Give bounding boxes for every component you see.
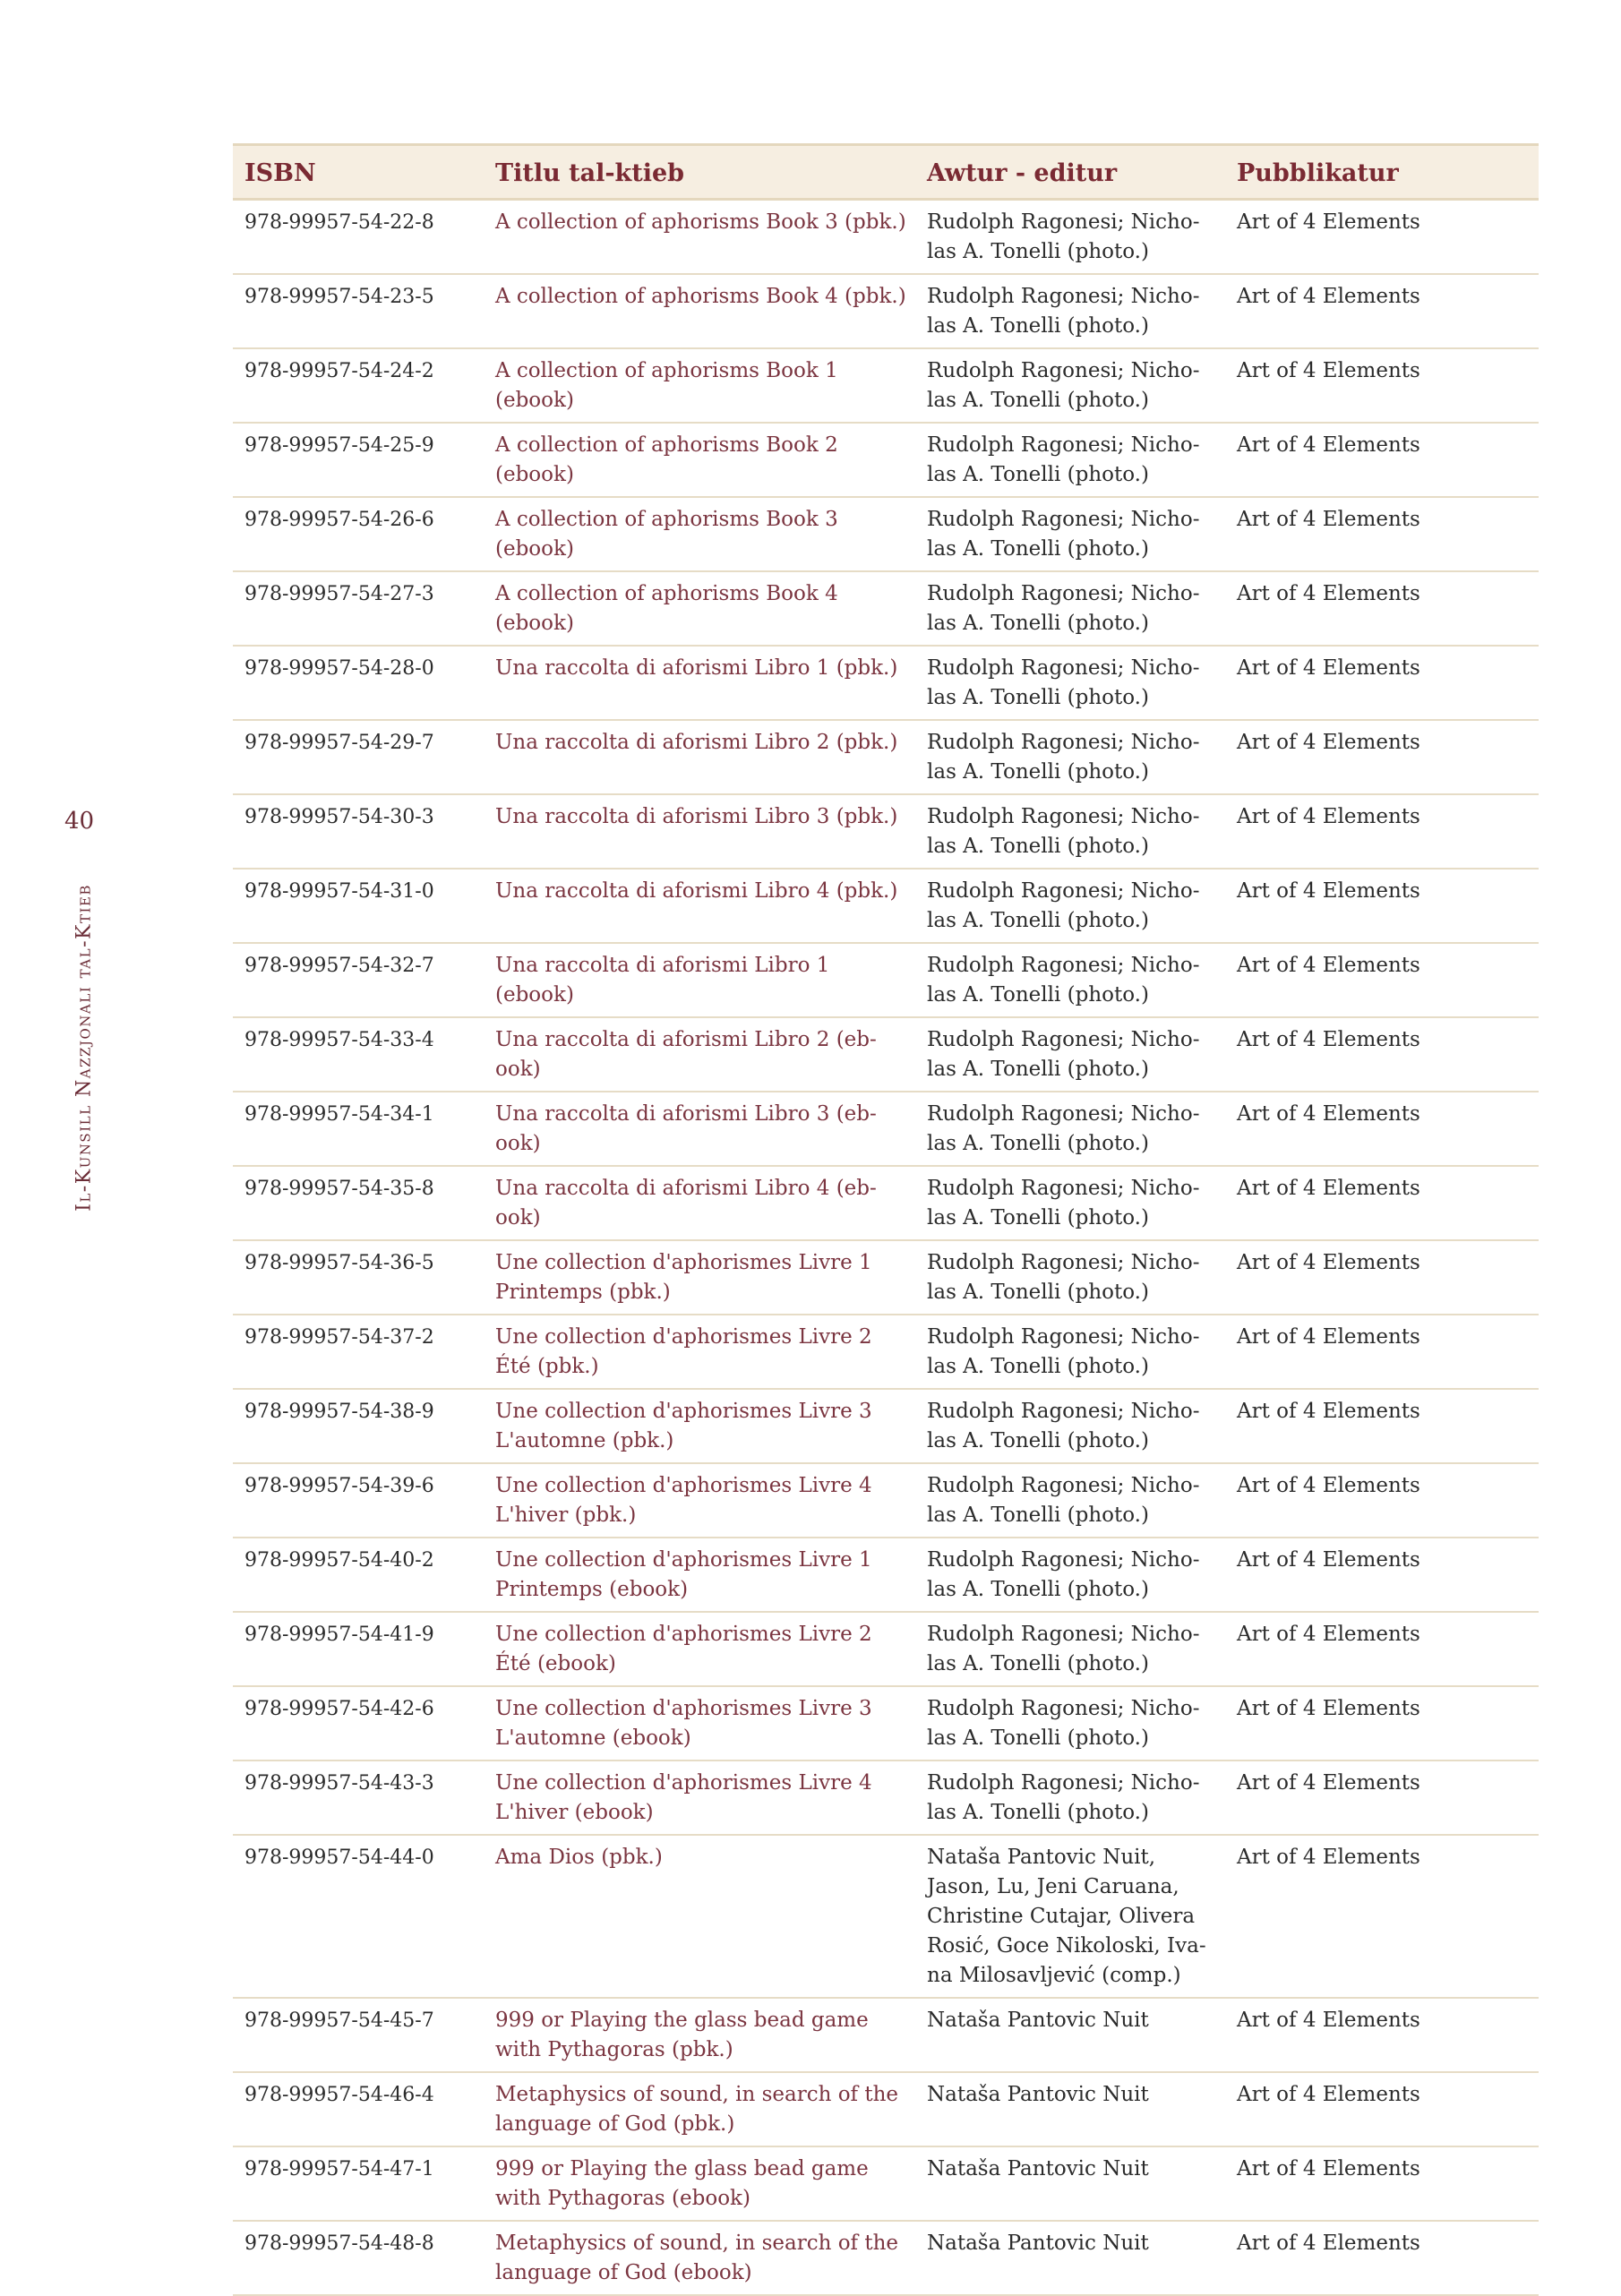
- running-head: Il-Kunsill Nazzjonali tal-Ktieb: [73, 884, 96, 1212]
- author-cell: Rudolph Ragonesi; Nicho-las A. Tonelli (photo.): [915, 1017, 1225, 1092]
- publisher-cell: Art of 4 Elements: [1225, 1998, 1539, 2072]
- publisher-cell: Art of 4 Elements: [1225, 497, 1539, 571]
- page-number: 40: [64, 808, 95, 835]
- title-cell: Une collection d'aphorismes Livre 3 L'automne (ebook): [484, 1686, 915, 1761]
- isbn-cell: 978-99957-54-44-0: [233, 1835, 484, 1998]
- table-row: [233, 571, 1539, 646]
- isbn-cell: 978-99957-54-37-2: [233, 1315, 484, 1389]
- table-row: [233, 1240, 1539, 1315]
- title-cell: Una raccolta di aforismi Libro 1 (ebook): [484, 943, 915, 1017]
- author-cell: Rudolph Ragonesi; Nicho-las A. Tonelli (photo.): [915, 1166, 1225, 1240]
- author-cell: Nataša Pantovic Nuit: [915, 1998, 1225, 2072]
- publisher-cell: Art of 4 Elements: [1225, 1761, 1539, 1835]
- author-cell: Rudolph Ragonesi; Nicho-las A. Tonelli (photo.): [915, 497, 1225, 571]
- author-cell: Nataša Pantovic Nuit: [915, 2221, 1225, 2295]
- table-row: [233, 943, 1539, 1017]
- publisher-cell: Art of 4 Elements: [1225, 1686, 1539, 1761]
- title-cell: A collection of aphorisms Book 4 (ebook): [484, 571, 915, 646]
- author-cell: Rudolph Ragonesi; Nicho-las A. Tonelli (photo.): [915, 943, 1225, 1017]
- table-row: [233, 1166, 1539, 1240]
- column-header-author: Awtur - editur: [915, 145, 1225, 200]
- author-cell: Rudolph Ragonesi; Nicho-las A. Tonelli (photo.): [915, 1463, 1225, 1538]
- table-row: [233, 2146, 1539, 2221]
- publisher-cell: Art of 4 Elements: [1225, 1240, 1539, 1315]
- table-row: [233, 200, 1539, 275]
- table-row: [233, 1389, 1539, 1463]
- author-cell: Rudolph Ragonesi; Nicho-las A. Tonelli (photo.): [915, 1538, 1225, 1612]
- table-row: [233, 1761, 1539, 1835]
- author-cell: Rudolph Ragonesi; Nicho-las A. Tonelli (photo.): [915, 869, 1225, 943]
- author-cell: Rudolph Ragonesi; Nicho-las A. Tonelli (photo.): [915, 1389, 1225, 1463]
- table-row: [233, 274, 1539, 348]
- author-cell: Rudolph Ragonesi; Nicho-las A. Tonelli (photo.): [915, 1092, 1225, 1166]
- isbn-cell: 978-99957-54-29-7: [233, 720, 484, 794]
- author-cell: Rudolph Ragonesi; Nicho-las A. Tonelli (photo.): [915, 423, 1225, 497]
- isbn-cell: 978-99957-54-31-0: [233, 869, 484, 943]
- title-cell: Una raccolta di aforismi Libro 3 (eb-ook): [484, 1092, 915, 1166]
- isbn-cell: 978-99957-54-41-9: [233, 1612, 484, 1686]
- isbn-cell: 978-99957-54-38-9: [233, 1389, 484, 1463]
- title-cell: A collection of aphorisms Book 2 (ebook): [484, 423, 915, 497]
- column-header-publisher: Pubblikatur: [1225, 145, 1539, 200]
- title-cell: Una raccolta di aforismi Libro 1 (pbk.): [484, 646, 915, 720]
- table-row: [233, 794, 1539, 869]
- isbn-cell: 978-99957-54-32-7: [233, 943, 484, 1017]
- title-cell: Metaphysics of sound, in search of the language of God (pbk.): [484, 2072, 915, 2146]
- title-cell: Metaphysics of sound, in search of the language of God (ebook): [484, 2221, 915, 2295]
- publisher-cell: Art of 4 Elements: [1225, 1017, 1539, 1092]
- table-row: [233, 423, 1539, 497]
- author-cell: Nataša Pantovic Nuit: [915, 2146, 1225, 2221]
- isbn-cell: 978-99957-54-24-2: [233, 348, 484, 423]
- author-cell: Rudolph Ragonesi; Nicho-las A. Tonelli (photo.): [915, 720, 1225, 794]
- column-header-isbn: ISBN: [233, 145, 484, 200]
- title-cell: A collection of aphorisms Book 3 (ebook): [484, 497, 915, 571]
- isbn-cell: 978-99957-54-35-8: [233, 1166, 484, 1240]
- table-row: [233, 1835, 1539, 1998]
- author-cell: Rudolph Ragonesi; Nicho-las A. Tonelli (photo.): [915, 1240, 1225, 1315]
- table-row: [233, 2072, 1539, 2146]
- publisher-cell: Art of 4 Elements: [1225, 1389, 1539, 1463]
- publications-table: [233, 143, 1539, 2296]
- title-cell: Une collection d'aphorismes Livre 4 L'hiver (ebook): [484, 1761, 915, 1835]
- title-cell: 999 or Playing the glass bead game with Pythagoras (pbk.): [484, 1998, 915, 2072]
- isbn-cell: 978-99957-54-46-4: [233, 2072, 484, 2146]
- publisher-cell: Art of 4 Elements: [1225, 1092, 1539, 1166]
- isbn-cell: 978-99957-54-27-3: [233, 571, 484, 646]
- title-cell: Una raccolta di aforismi Libro 2 (pbk.): [484, 720, 915, 794]
- title-cell: 999 or Playing the glass bead game with Pythagoras (ebook): [484, 2146, 915, 2221]
- table-row: [233, 1315, 1539, 1389]
- author-cell: Nataša Pantovic Nuit: [915, 2072, 1225, 2146]
- publisher-cell: Art of 4 Elements: [1225, 1835, 1539, 1998]
- title-cell: A collection of aphorisms Book 1 (ebook): [484, 348, 915, 423]
- publisher-cell: Art of 4 Elements: [1225, 348, 1539, 423]
- isbn-cell: 978-99957-54-43-3: [233, 1761, 484, 1835]
- table-row: [233, 2221, 1539, 2295]
- title-cell: Una raccolta di aforismi Libro 4 (pbk.): [484, 869, 915, 943]
- title-cell: Une collection d'aphorismes Livre 1 Printemps (ebook): [484, 1538, 915, 1612]
- isbn-cell: 978-99957-54-34-1: [233, 1092, 484, 1166]
- title-cell: Una raccolta di aforismi Libro 3 (pbk.): [484, 794, 915, 869]
- isbn-cell: 978-99957-54-45-7: [233, 1998, 484, 2072]
- publisher-cell: Art of 4 Elements: [1225, 1463, 1539, 1538]
- publisher-cell: Art of 4 Elements: [1225, 869, 1539, 943]
- author-cell: Rudolph Ragonesi; Nicho-las A. Tonelli (photo.): [915, 1686, 1225, 1761]
- table-row: [233, 1463, 1539, 1538]
- table-row: [233, 646, 1539, 720]
- author-cell: Rudolph Ragonesi; Nicho-las A. Tonelli (photo.): [915, 1612, 1225, 1686]
- publisher-cell: Art of 4 Elements: [1225, 571, 1539, 646]
- table-row: [233, 497, 1539, 571]
- table-body: [233, 200, 1539, 2296]
- publisher-cell: Art of 4 Elements: [1225, 646, 1539, 720]
- publisher-cell: Art of 4 Elements: [1225, 2146, 1539, 2221]
- isbn-cell: 978-99957-54-26-6: [233, 497, 484, 571]
- author-cell: Rudolph Ragonesi; Nicho-las A. Tonelli (photo.): [915, 200, 1225, 275]
- author-cell: Rudolph Ragonesi; Nicho-las A. Tonelli (photo.): [915, 646, 1225, 720]
- isbn-cell: 978-99957-54-40-2: [233, 1538, 484, 1612]
- isbn-cell: 978-99957-54-33-4: [233, 1017, 484, 1092]
- publisher-cell: Art of 4 Elements: [1225, 1315, 1539, 1389]
- title-cell: Une collection d'aphorismes Livre 3 L'automne (pbk.): [484, 1389, 915, 1463]
- title-cell: Une collection d'aphorismes Livre 1 Printemps (pbk.): [484, 1240, 915, 1315]
- table-row: [233, 1538, 1539, 1612]
- author-cell: Rudolph Ragonesi; Nicho-las A. Tonelli (photo.): [915, 348, 1225, 423]
- table-row: [233, 348, 1539, 423]
- publisher-cell: Art of 4 Elements: [1225, 423, 1539, 497]
- title-cell: A collection of aphorisms Book 4 (pbk.): [484, 274, 915, 348]
- table-row: [233, 1017, 1539, 1092]
- table-row: [233, 1612, 1539, 1686]
- isbn-cell: 978-99957-54-36-5: [233, 1240, 484, 1315]
- publisher-cell: Art of 4 Elements: [1225, 720, 1539, 794]
- author-cell: Rudolph Ragonesi; Nicho-las A. Tonelli (photo.): [915, 1315, 1225, 1389]
- isbn-cell: 978-99957-54-42-6: [233, 1686, 484, 1761]
- page-margin: [0, 0, 179, 2292]
- table-row: [233, 1998, 1539, 2072]
- author-cell: Rudolph Ragonesi; Nicho-las A. Tonelli (photo.): [915, 1761, 1225, 1835]
- isbn-cell: 978-99957-54-28-0: [233, 646, 484, 720]
- title-cell: Une collection d'aphorismes Livre 4 L'hiver (pbk.): [484, 1463, 915, 1538]
- table-header-row: [233, 145, 1539, 200]
- publisher-cell: Art of 4 Elements: [1225, 1538, 1539, 1612]
- isbn-cell: 978-99957-54-22-8: [233, 200, 484, 275]
- isbn-cell: 978-99957-54-30-3: [233, 794, 484, 869]
- publisher-cell: Art of 4 Elements: [1225, 794, 1539, 869]
- publisher-cell: Art of 4 Elements: [1225, 200, 1539, 275]
- title-cell: Une collection d'aphorismes Livre 2 Été (ebook): [484, 1612, 915, 1686]
- title-cell: A collection of aphorisms Book 3 (pbk.): [484, 200, 915, 275]
- column-header-title: Titlu tal-ktieb: [484, 145, 915, 200]
- isbn-cell: 978-99957-54-47-1: [233, 2146, 484, 2221]
- table-row: [233, 720, 1539, 794]
- title-cell: Une collection d'aphorismes Livre 2 Été (pbk.): [484, 1315, 915, 1389]
- title-cell: Ama Dios (pbk.): [484, 1835, 915, 1998]
- table-header: [233, 145, 1539, 200]
- table-row: [233, 1092, 1539, 1166]
- publications-table-container: [233, 143, 1539, 2296]
- author-cell: Rudolph Ragonesi; Nicho-las A. Tonelli (photo.): [915, 274, 1225, 348]
- table-row: [233, 1686, 1539, 1761]
- isbn-cell: 978-99957-54-23-5: [233, 274, 484, 348]
- publisher-cell: Art of 4 Elements: [1225, 274, 1539, 348]
- author-cell: Rudolph Ragonesi; Nicho-las A. Tonelli (photo.): [915, 794, 1225, 869]
- publisher-cell: Art of 4 Elements: [1225, 2221, 1539, 2295]
- author-cell: Rudolph Ragonesi; Nicho-las A. Tonelli (photo.): [915, 571, 1225, 646]
- table-row: [233, 869, 1539, 943]
- publisher-cell: Art of 4 Elements: [1225, 1612, 1539, 1686]
- author-cell: Nataša Pantovic Nuit, Jason, Lu, Jeni Caruana, Christine Cutajar, Olivera Rosić, Goce Nikoloski, Iva-na Milosavljević (comp.): [915, 1835, 1225, 1998]
- isbn-cell: 978-99957-54-39-6: [233, 1463, 484, 1538]
- title-cell: Una raccolta di aforismi Libro 2 (eb-ook): [484, 1017, 915, 1092]
- isbn-cell: 978-99957-54-48-8: [233, 2221, 484, 2295]
- publisher-cell: Art of 4 Elements: [1225, 943, 1539, 1017]
- title-cell: Una raccolta di aforismi Libro 4 (eb-ook): [484, 1166, 915, 1240]
- publisher-cell: Art of 4 Elements: [1225, 2072, 1539, 2146]
- isbn-cell: 978-99957-54-25-9: [233, 423, 484, 497]
- publisher-cell: Art of 4 Elements: [1225, 1166, 1539, 1240]
